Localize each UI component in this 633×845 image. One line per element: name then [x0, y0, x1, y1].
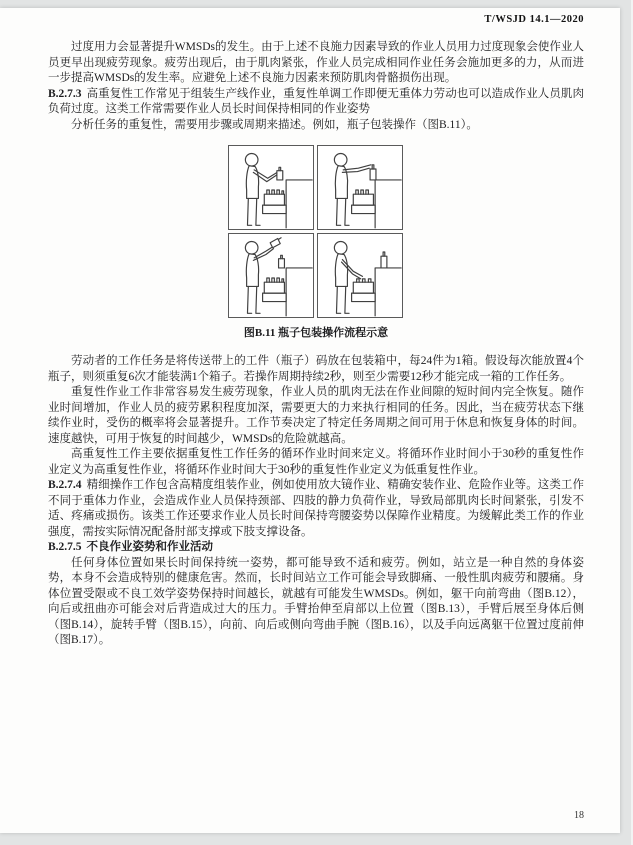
clause-b275-label: B.2.7.5 — [48, 541, 82, 553]
worker-grab-bottle-illustration — [229, 146, 313, 229]
paragraph-b273 — [48, 87, 584, 118]
paragraph-posture: 任何身体位置如果长时间保持统一姿势，都可能导致不适和疲劳。例如，站立是一种自然的身体姿势，本身不会造成特别的健康危害。然而，长时间站立工作可能会导致脚痛、一般性肌肉疲劳和腰痛。身体位置受限或不良工效学姿势保持时间越长，就越有可能发生WMSDs。例如，躯干向前弯曲（图B.12），向后或扭曲亦可能会对后背造成过大的压力。手臂抬伸至肩部以上位置（图B.13），手臂后展至身体后侧（图B.14），旋转手臂（图B.15），向前、向后或侧向弯曲手腕（图B.16），以及手向远离躯干位置过度前伸（图B.17）。 — [48, 556, 584, 646]
figure-panel-4 — [317, 233, 403, 318]
clause-b273-text: 高重复性工作常见于组装生产线作业，重复性单调工作即便无重体力劳动也可以造成作业人员肌肉负荷过度。这类工作常需要作业人员长时间保持相同的作业姿势 — [48, 87, 584, 115]
figure-panel-2 — [317, 145, 403, 230]
paragraph-analysis: 分析任务的重复性，需要用步骤或周期来描述。例如，瓶子包装操作（图B.11）。 — [71, 118, 478, 131]
figure-b11-caption: 图B.11 瓶子包装操作流程示意 — [243, 327, 389, 339]
clause-b273-label: B.2.7.3 — [48, 87, 82, 100]
worker-rest-position-illustration — [318, 234, 402, 317]
page-number: 18 — [574, 810, 584, 821]
figure-b11-grid — [228, 145, 405, 318]
figure-panel-3 — [228, 233, 314, 318]
page-content — [48, 8, 584, 649]
heading-b275 — [48, 540, 584, 556]
paragraph-worker-task: 劳动者的工作任务是将传送带上的工件（瓶子）码放在包装箱中，每24件为1箱。假设每次能放置4个瓶子，则须重复6次才能装满1个箱子。若操作周期持续2秒，则至少需要12秒才能完成一箱的工作任务。 — [48, 355, 584, 383]
worker-place-bottle-illustration — [229, 234, 313, 317]
clause-b274-text: 精细操作工作包含高精度组装作业，例如使用放大镜作业、精确安装作业、危险作业等。这类工作不同于重体力作业，会造成作业人员保持颈部、四肢的静力负荷作业，导致局部肌肉长时间紧张，引发不适、疼痛或损伤。该类工作还要求作业人员长时间保持弯腰姿势以保障作业精度。为缓解此类工作的作业强度，需按实际情况配备肘部支撑或下肢支撑设备。 — [48, 479, 584, 538]
paragraph-overexertion: 过度用力会显著提升WMSDs的发生。由于上述不良施力因素导致的作业人员用力过度现象会使作业人员更早出现疲劳现象。疲劳出现后，由于肌肉紧张，作业人员完成相同作业任务会施加更多的力，从而进一步提高WMSDs的发生率。应避免上述不良施力因素来预防肌肉骨骼损伤出现。 — [48, 41, 584, 84]
standard-code: T/WSJD 14.1—2020 — [484, 14, 584, 25]
figure-panel-1 — [228, 145, 314, 230]
document-page — [0, 8, 620, 833]
worker-reach-high-illustration — [318, 146, 402, 229]
paragraph-b274 — [48, 478, 584, 540]
figure-b11 — [228, 145, 405, 340]
paragraph-fatigue: 重复性作业工作非常容易发生疲劳现象，作业人员的肌肉无法在作业间隙的短时间内完全恢复。随作业时间增加，作业人员的疲劳累积程度加深，需要更大的力来执行相同的任务。因此，当在疲劳状态下继续作业时，受伤的概率将会显著提升。工作节奏决定了特定任务周期之间可用于休息和恢复身体的时间。速度越快，可用于恢复的时间越少，WMSDs的危险就越高。 — [48, 386, 584, 445]
clause-b275-text: 不良作业姿势和作业活动 — [86, 541, 214, 553]
clause-b274-label: B.2.7.4 — [48, 479, 82, 491]
paragraph-cycle-time: 高重复性工作主要依据重复性工作任务的循环作业时间来定义。将循环作业时间小于30秒的重复性作业定义为高重复性作业，将循环作业时间大于30秒的重复性作业定义为低重复性作业。 — [48, 448, 584, 476]
